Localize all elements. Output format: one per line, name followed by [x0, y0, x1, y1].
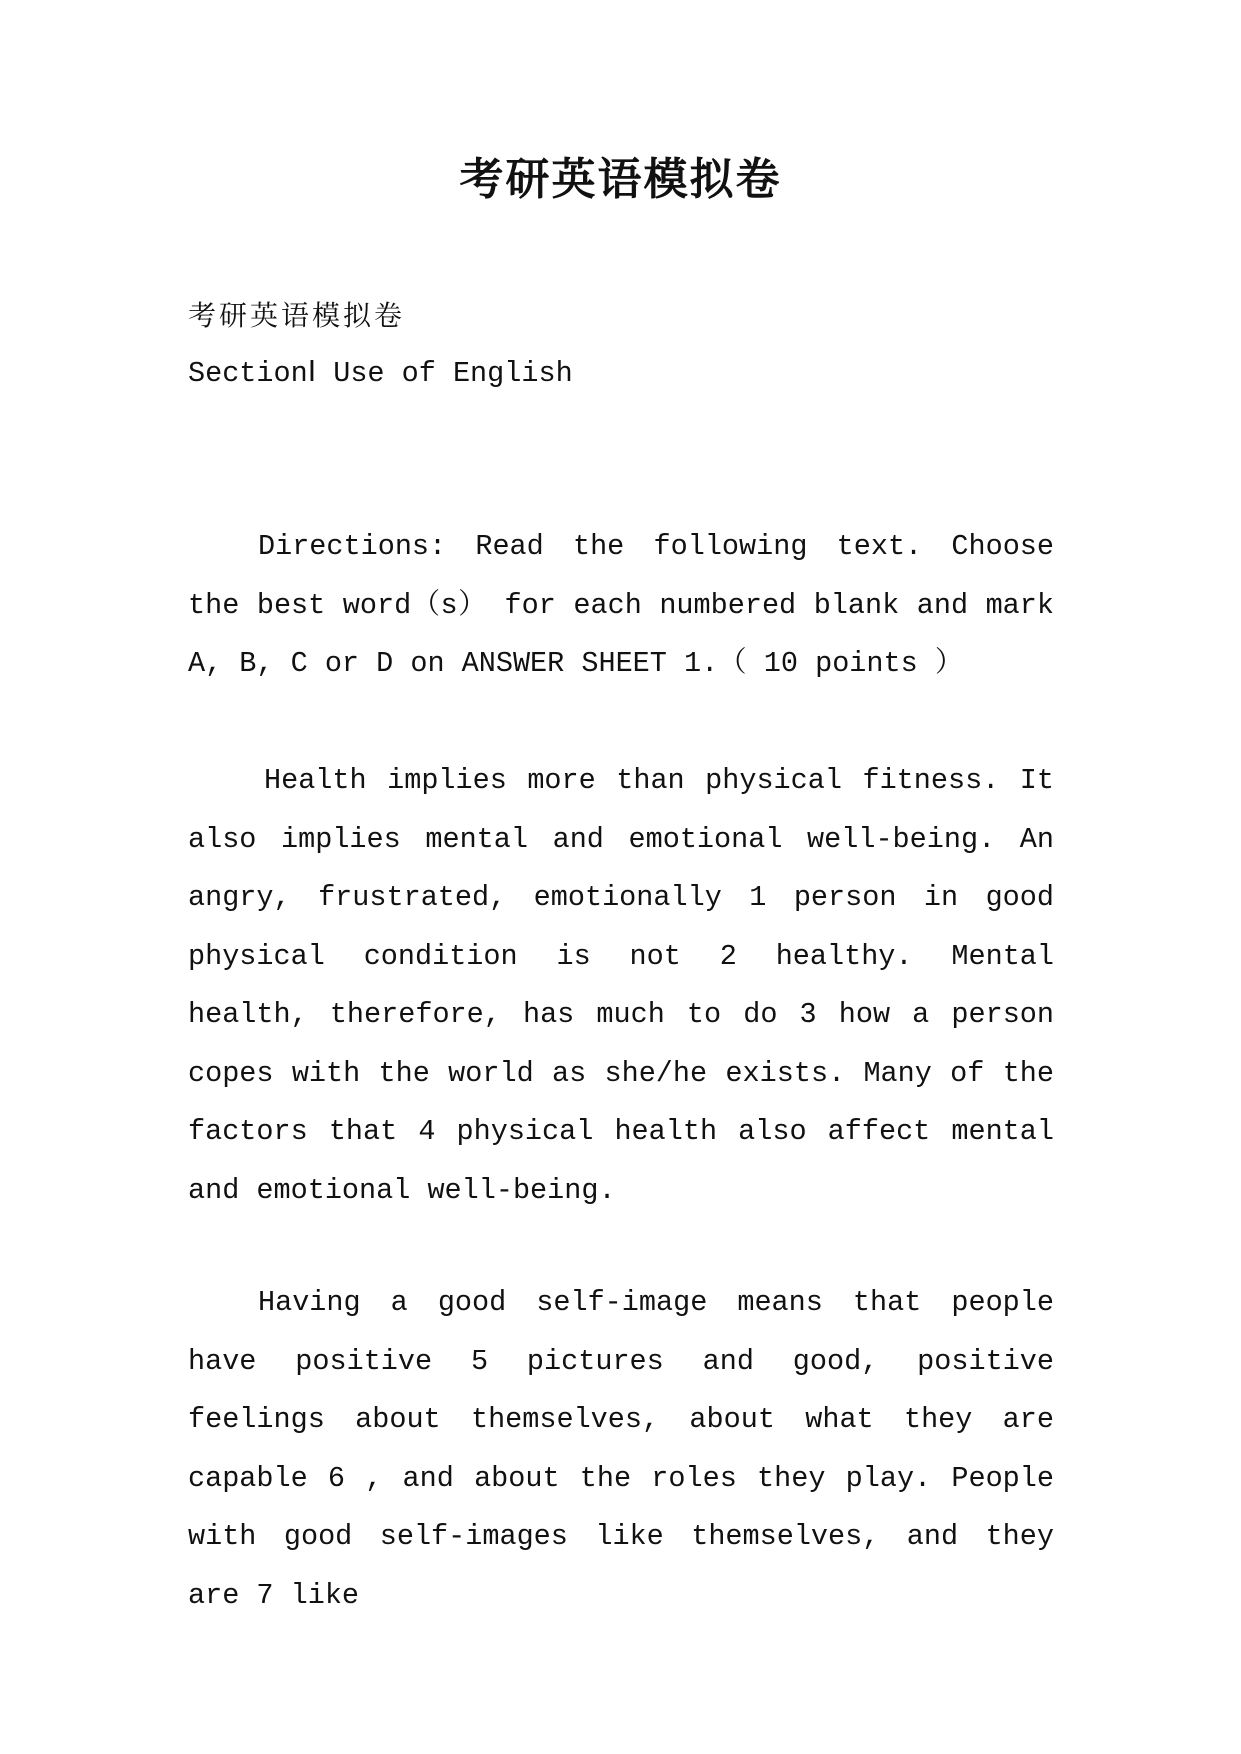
document-subtitle: 考研英语模拟卷	[188, 299, 406, 332]
self-image-paragraph: Having a good self-image means that people have positive 5 pictures and good, positive feelings about themselves, about what they are capable 6 , and about the roles they play. People with good self-images like themselves, and they are 7 like	[188, 1286, 1054, 1612]
section-heading: SectionⅠ Use of English	[188, 357, 573, 390]
directions-paragraph: Directions: Read the following text. Choose the best word（s） for each numbered blank and mark A, B, C or D on ANSWER SHEET 1.（ 10 points ）	[188, 530, 1054, 680]
document-title: 考研英语模拟卷	[459, 154, 782, 205]
health-paragraph: Health implies more than physical fitness. It also implies mental and emotional well-being. An angry, frustrated, emotionally 1 person in good physical condition is not 2 healthy. Mental health, therefore, has much to do 3 how a person copes with the world as she/he exists. Many of the factors that 4 physical health also affect mental and emotional well-being.	[188, 764, 1054, 1207]
